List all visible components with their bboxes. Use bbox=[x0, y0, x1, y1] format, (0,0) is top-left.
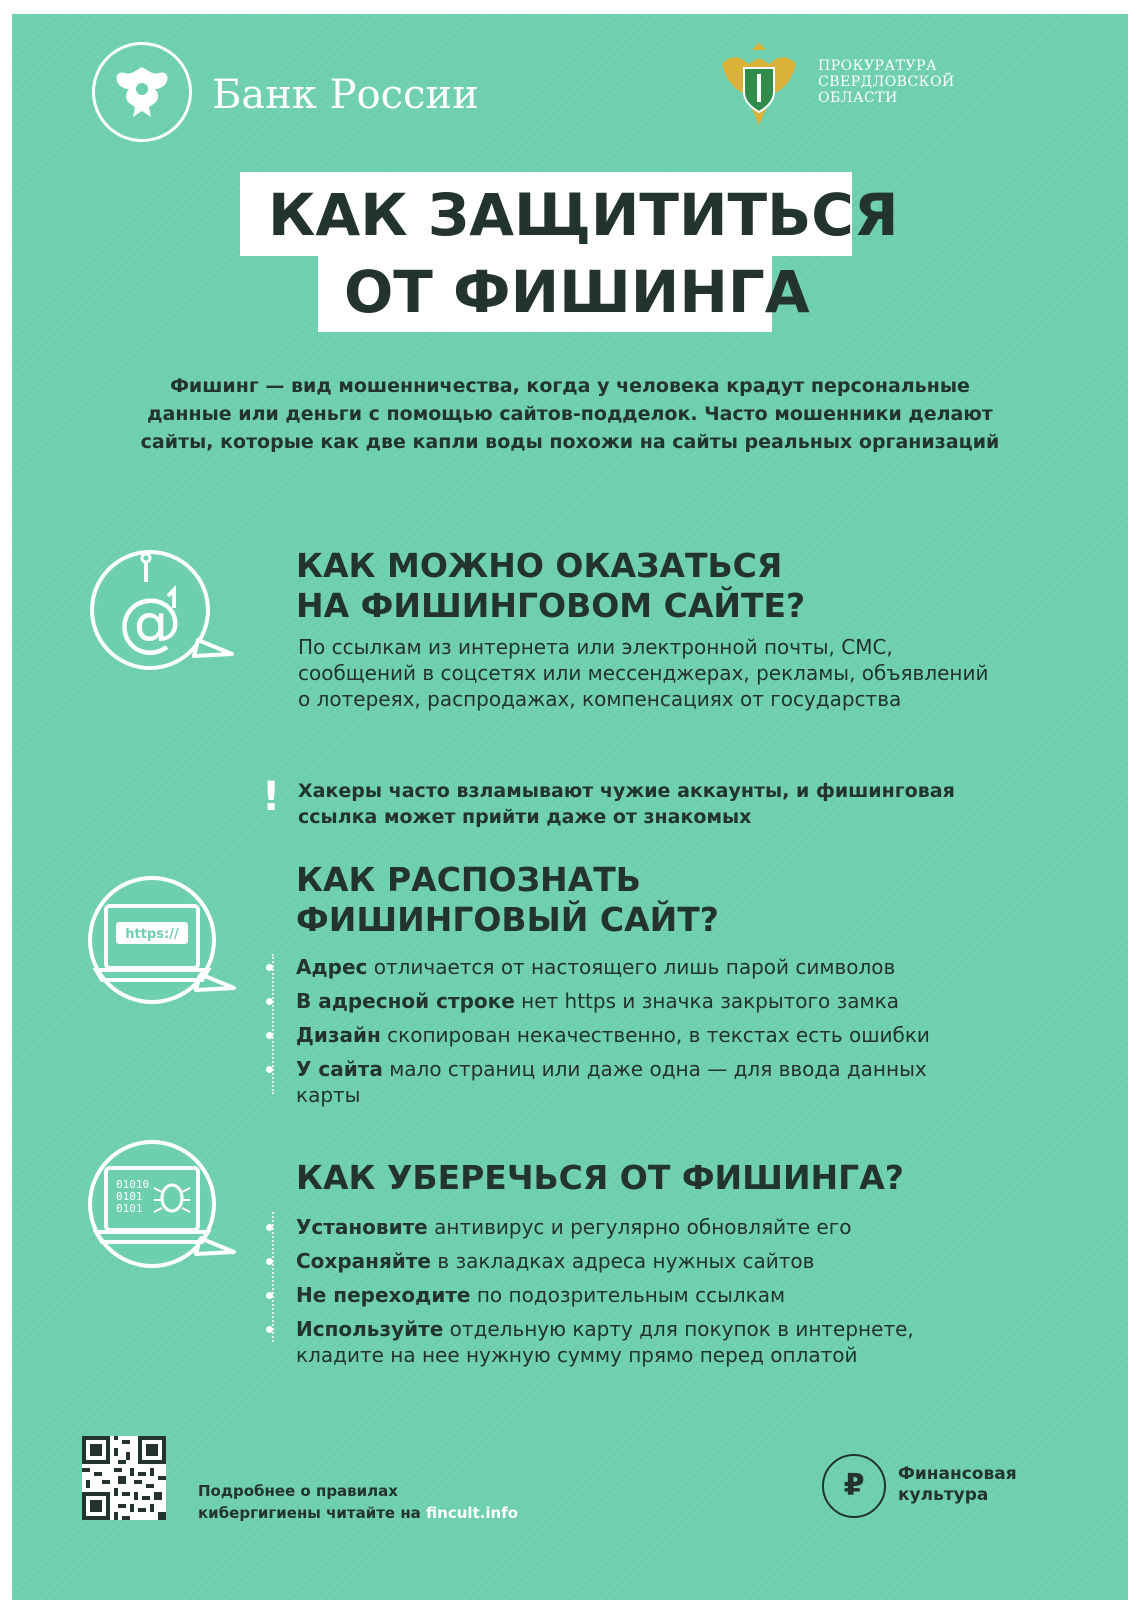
bullet-line-decoration bbox=[272, 1212, 274, 1342]
section1-heading-line1: КАК МОЖНО ОКАЗАТЬСЯ bbox=[296, 546, 783, 585]
section2-heading-line1: КАК РАСПОЗНАТЬ bbox=[296, 860, 641, 899]
list-item: Адрес отличается от настоящего лишь парой символов bbox=[296, 954, 1004, 980]
section1-heading-line2: НА ФИШИНГОВОМ САЙТЕ? bbox=[296, 586, 806, 625]
section1-warning: Хакеры часто взламывают чужие аккаунты, и фишинговая ссылка может прийти даже от знакомых bbox=[298, 780, 955, 828]
prosecutor-emblem-icon bbox=[712, 34, 806, 138]
section2-list bbox=[284, 954, 1004, 1108]
phishing-hook-email-icon bbox=[82, 546, 242, 680]
prosecutor-name: ПРОКУРАТУРА СВЕРДЛОВСКОЙ ОБЛАСТИ bbox=[818, 58, 955, 106]
section2-heading-line2: ФИШИНГОВЫЙ САЙТ? bbox=[296, 900, 719, 939]
bank-name: Банк России bbox=[212, 72, 479, 118]
fincult-link[interactable]: fincult.info bbox=[426, 1504, 519, 1522]
list-item: Не переходите по подозрительным ссылкам bbox=[296, 1282, 1004, 1308]
page-title-line2: ОТ ФИШИНГА bbox=[344, 258, 810, 326]
financial-culture-brand: Финансовая культура bbox=[898, 1464, 1017, 1505]
ruble-logo-icon bbox=[822, 1454, 886, 1518]
section1-text: По ссылкам из интернета или электронной почты, СМС, сообщений в соцсетях или мессенджерах, рекламы, объявлений о лотереях, распродажах, компенсациях от государства bbox=[298, 635, 989, 711]
https-label: https:// bbox=[125, 927, 179, 942]
svg-text:0101: 0101 bbox=[116, 1190, 143, 1203]
list-item: У сайта мало страниц или даже одна — для ввода данных карты bbox=[296, 1056, 996, 1108]
laptop-bug-code-icon bbox=[82, 1134, 242, 1278]
footer-text-line2: кибергигиены читайте на bbox=[198, 1504, 427, 1522]
svg-text:@: @ bbox=[118, 586, 182, 660]
page-title-line1: КАК ЗАЩИТИТЬСЯ bbox=[268, 181, 899, 249]
list-item: Используйте отдельную карту для покупок в интернете, кладите на нее нужную сумму прямо перед оплатой bbox=[296, 1316, 996, 1368]
laptop-https-icon bbox=[82, 870, 242, 1014]
qr-code[interactable] bbox=[82, 1436, 166, 1520]
list-item: Установите антивирус и регулярно обновляйте его bbox=[296, 1214, 1004, 1240]
intro-text: Фишинг — вид мошенничества, когда у человека крадут персональные данные или деньги с помощью сайтов-подделок. Часто мошенники делают сайты, которые как две капли воды похожи на сайты реальных организаций bbox=[140, 375, 1000, 453]
svg-text:01010: 01010 bbox=[116, 1178, 150, 1191]
list-item: Сохраняйте в закладках адреса нужных сайтов bbox=[296, 1248, 1004, 1274]
footer-text-line1: Подробнее о правилах bbox=[198, 1482, 398, 1500]
ruble-symbol: ₽ bbox=[843, 1468, 865, 1503]
list-item: Дизайн скопирован некачественно, в текстах есть ошибки bbox=[296, 1022, 1004, 1048]
section3-heading: КАК УБЕРЕЧЬСЯ ОТ ФИШИНГА? bbox=[296, 1158, 904, 1197]
footer-text bbox=[198, 1480, 518, 1524]
bank-of-russia-emblem-icon bbox=[92, 42, 192, 142]
svg-text:0101: 0101 bbox=[116, 1202, 143, 1215]
list-item: В адресной строке нет https и значка закрытого замка bbox=[296, 988, 1004, 1014]
warning-exclamation-icon: ! bbox=[262, 774, 281, 820]
bullet-line-decoration bbox=[272, 954, 274, 1094]
section3-list bbox=[284, 1214, 1004, 1368]
poster bbox=[12, 14, 1128, 1600]
